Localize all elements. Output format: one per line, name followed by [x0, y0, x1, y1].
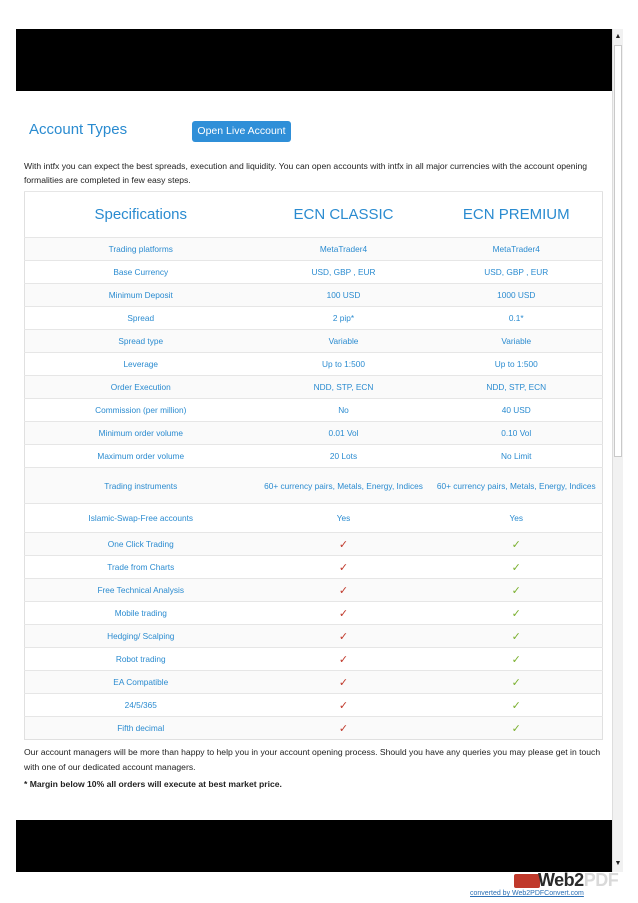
cell-classic [257, 602, 431, 625]
checkmark-icon: ✓ [511, 653, 521, 666]
cell-classic: NDD, STP, ECN [257, 376, 431, 399]
cell-premium: 40 USD [431, 399, 603, 422]
table-row [25, 330, 603, 353]
web2pdf-badge-icon [514, 874, 540, 888]
cell-classic: MetaTrader4 [257, 238, 431, 261]
cell-premium [431, 602, 603, 625]
converted-by-link[interactable]: converted by Web2PDFConvert.com [470, 890, 584, 897]
account-types-table [24, 191, 603, 740]
table-row [25, 717, 603, 740]
checkmark-icon: ✓ [338, 676, 349, 689]
table-row [25, 307, 603, 330]
cell-classic: Variable [257, 330, 431, 353]
cell-premium [431, 694, 603, 717]
web2pdf-logo [538, 870, 618, 891]
cell-classic: 20 Lots [257, 445, 431, 468]
cell-premium: MetaTrader4 [431, 238, 603, 261]
checkmark-icon: ✓ [338, 561, 349, 574]
cell-spec: Spread [25, 307, 257, 330]
table-row [25, 579, 603, 602]
header-bar [16, 29, 612, 91]
table-row [25, 238, 603, 261]
scroll-thumb[interactable] [614, 45, 622, 457]
cell-premium: No Limit [431, 445, 603, 468]
table-body [25, 238, 603, 740]
cell-premium: Up to 1:500 [431, 353, 603, 376]
checkmark-icon: ✓ [511, 676, 521, 689]
cell-classic: Up to 1:500 [257, 353, 431, 376]
checkmark-icon: ✓ [511, 584, 521, 597]
cell-spec: Mobile trading [25, 602, 257, 625]
cell-premium [431, 671, 603, 694]
checkmark-icon: ✓ [338, 630, 349, 643]
checkmark-icon: ✓ [511, 699, 521, 712]
cell-classic [257, 625, 431, 648]
header-ecn-premium: ECN PREMIUM [431, 192, 603, 238]
scroll-up-arrow-icon[interactable]: ▲ [614, 33, 622, 40]
page-title: Account Types [29, 121, 128, 138]
cell-classic: 60+ currency pairs, Metals, Energy, Indices [257, 468, 431, 504]
cell-classic [257, 694, 431, 717]
cell-spec: Maximum order volume [25, 445, 257, 468]
table-row [25, 694, 603, 717]
cell-classic [257, 671, 431, 694]
checkmark-icon: ✓ [338, 538, 349, 551]
table-row [25, 533, 603, 556]
checkmark-icon: ✓ [511, 561, 521, 574]
table-row [25, 284, 603, 307]
cell-spec: Minimum Deposit [25, 284, 257, 307]
cell-classic [257, 717, 431, 740]
cell-spec: Fifth decimal [25, 717, 257, 740]
checkmark-icon: ✓ [338, 699, 349, 712]
cell-spec: Robot trading [25, 648, 257, 671]
table-row [25, 556, 603, 579]
checkmark-icon: ✓ [338, 584, 349, 597]
checkmark-icon: ✓ [511, 538, 521, 551]
cell-spec: One Click Trading [25, 533, 257, 556]
table-row [25, 261, 603, 284]
footer-bar [16, 820, 612, 872]
cell-classic: USD, GBP , EUR [257, 261, 431, 284]
table-row [25, 353, 603, 376]
cell-classic: Yes [257, 504, 431, 533]
cell-classic [257, 556, 431, 579]
cell-premium [431, 648, 603, 671]
cell-spec: EA Compatible [25, 671, 257, 694]
cell-spec: Hedging/ Scalping [25, 625, 257, 648]
table-row [25, 504, 603, 533]
header-ecn-classic: ECN CLASSIC [257, 192, 431, 238]
vertical-scrollbar[interactable] [612, 29, 623, 872]
cell-premium: Yes [431, 504, 603, 533]
checkmark-icon: ✓ [338, 653, 349, 666]
cell-classic: No [257, 399, 431, 422]
logo-web: Web [538, 870, 575, 890]
cell-classic [257, 579, 431, 602]
cell-premium [431, 579, 603, 602]
logo-two: 2 [574, 870, 584, 890]
cell-premium [431, 556, 603, 579]
table-row [25, 602, 603, 625]
table-row [25, 422, 603, 445]
intro-paragraph: With intfx you can expect the best spreads, execution and liquidity. You can open accounts with intfx in all major currencies with the account opening formalities are completed in few easy steps. [24, 161, 588, 186]
cell-premium: 0.1* [431, 307, 603, 330]
cell-spec: Trading platforms [25, 238, 257, 261]
table-row [25, 399, 603, 422]
cell-spec: Base Currency [25, 261, 257, 284]
cell-premium: NDD, STP, ECN [431, 376, 603, 399]
cell-spec: Leverage [25, 353, 257, 376]
checkmark-icon: ✓ [511, 630, 521, 643]
cell-spec: Order Execution [25, 376, 257, 399]
table-row [25, 671, 603, 694]
cell-premium: 0.10 Vol [431, 422, 603, 445]
header-specifications: Specifications [25, 192, 257, 238]
table-row [25, 468, 603, 504]
checkmark-icon: ✓ [511, 722, 521, 735]
cell-premium: 1000 USD [431, 284, 603, 307]
cell-spec: Trading instruments [25, 468, 257, 504]
cell-premium [431, 533, 603, 556]
cell-classic [257, 648, 431, 671]
cell-spec: Minimum order volume [25, 422, 257, 445]
cell-premium: Variable [431, 330, 603, 353]
logo-pdf: PDF [583, 870, 619, 890]
cell-premium: 60+ currency pairs, Metals, Energy, Indices [431, 468, 603, 504]
open-live-account-button[interactable]: Open Live Account [192, 121, 291, 142]
cell-classic: 0.01 Vol [257, 422, 431, 445]
account-managers-paragraph: Our account managers will be more than happy to help you in your account opening process. Should you have any queries you may please get in touch with one of our dedicated account managers. [24, 747, 601, 772]
checkmark-icon: ✓ [338, 722, 349, 735]
margin-note: * Margin below 10% all orders will execute at best market price. [24, 779, 282, 789]
table-row [25, 625, 603, 648]
table-row [25, 376, 603, 399]
cell-spec: Trade from Charts [25, 556, 257, 579]
cell-spec: Free Technical Analysis [25, 579, 257, 602]
cell-classic [257, 533, 431, 556]
scroll-down-arrow-icon[interactable]: ▼ [614, 860, 622, 867]
checkmark-icon: ✓ [338, 607, 349, 620]
cell-spec: Spread type [25, 330, 257, 353]
cell-spec: Islamic-Swap-Free accounts [25, 504, 257, 533]
table-row [25, 648, 603, 671]
cell-premium [431, 717, 603, 740]
cell-spec: Commission (per million) [25, 399, 257, 422]
cell-premium: USD, GBP , EUR [431, 261, 603, 284]
table-row [25, 445, 603, 468]
cell-classic: 100 USD [257, 284, 431, 307]
checkmark-icon: ✓ [511, 607, 521, 620]
cell-classic: 2 pip* [257, 307, 431, 330]
cell-premium [431, 625, 603, 648]
cell-spec: 24/5/365 [25, 694, 257, 717]
